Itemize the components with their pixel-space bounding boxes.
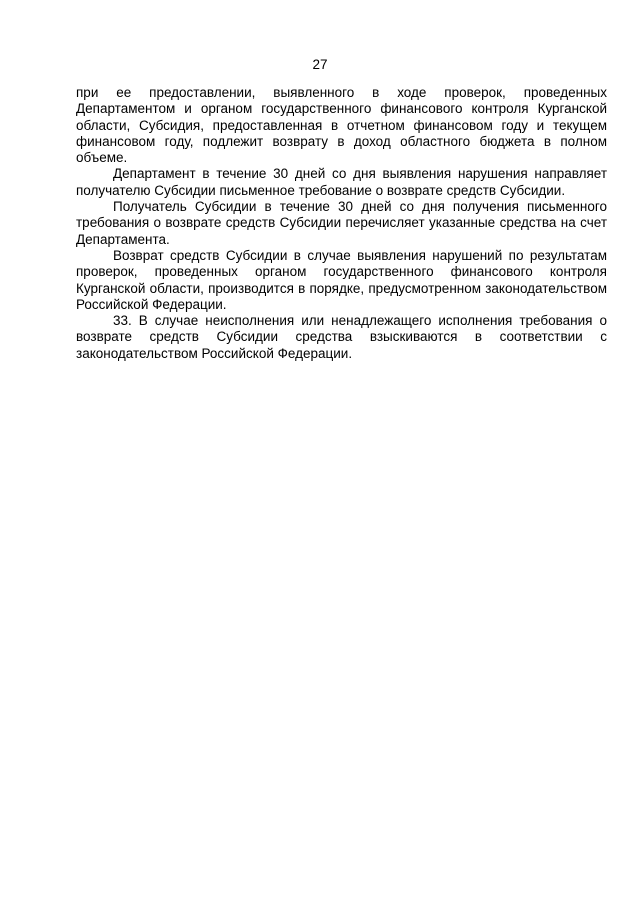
paragraph-item-33: 33. В случае неисполнения или ненадлежащего исполнения требования о возврате средств Субсидии средства взыскиваются в соответствии с законодательством Российской Федерации. <box>76 313 607 361</box>
paragraph-continuation: при ее предоставлении, выявленного в ходе проверок, проведенных Департаментом и органом государственного финансового контроля Курганской области, Субсидия, предоставленная в отчетном финансовом году и текущем финансовом году, подлежит возврату в доход областного бюджета в полном объеме. <box>76 85 607 166</box>
paragraph-refund-procedure: Возврат средств Субсидии в случае выявления нарушений по результатам проверок, проведенных органом государственного финансового контроля Курганской области, производится в порядке, предусмотренном законодательством Российской Федерации. <box>76 247 607 312</box>
paragraph-funds-transfer: Получатель Субсидии в течение 30 дней со дня получения письменного требования о возврате средств Субсидии перечисляет указанные средства на счет Департамента. <box>76 199 607 247</box>
document-body <box>76 85 607 362</box>
page-number: 27 <box>312 57 328 72</box>
paragraph-requirement-notice: Департамент в течение 30 дней со дня выявления нарушения направляет получателю Субсидии письменное требование о возврате средств Субсидии. <box>76 166 607 198</box>
